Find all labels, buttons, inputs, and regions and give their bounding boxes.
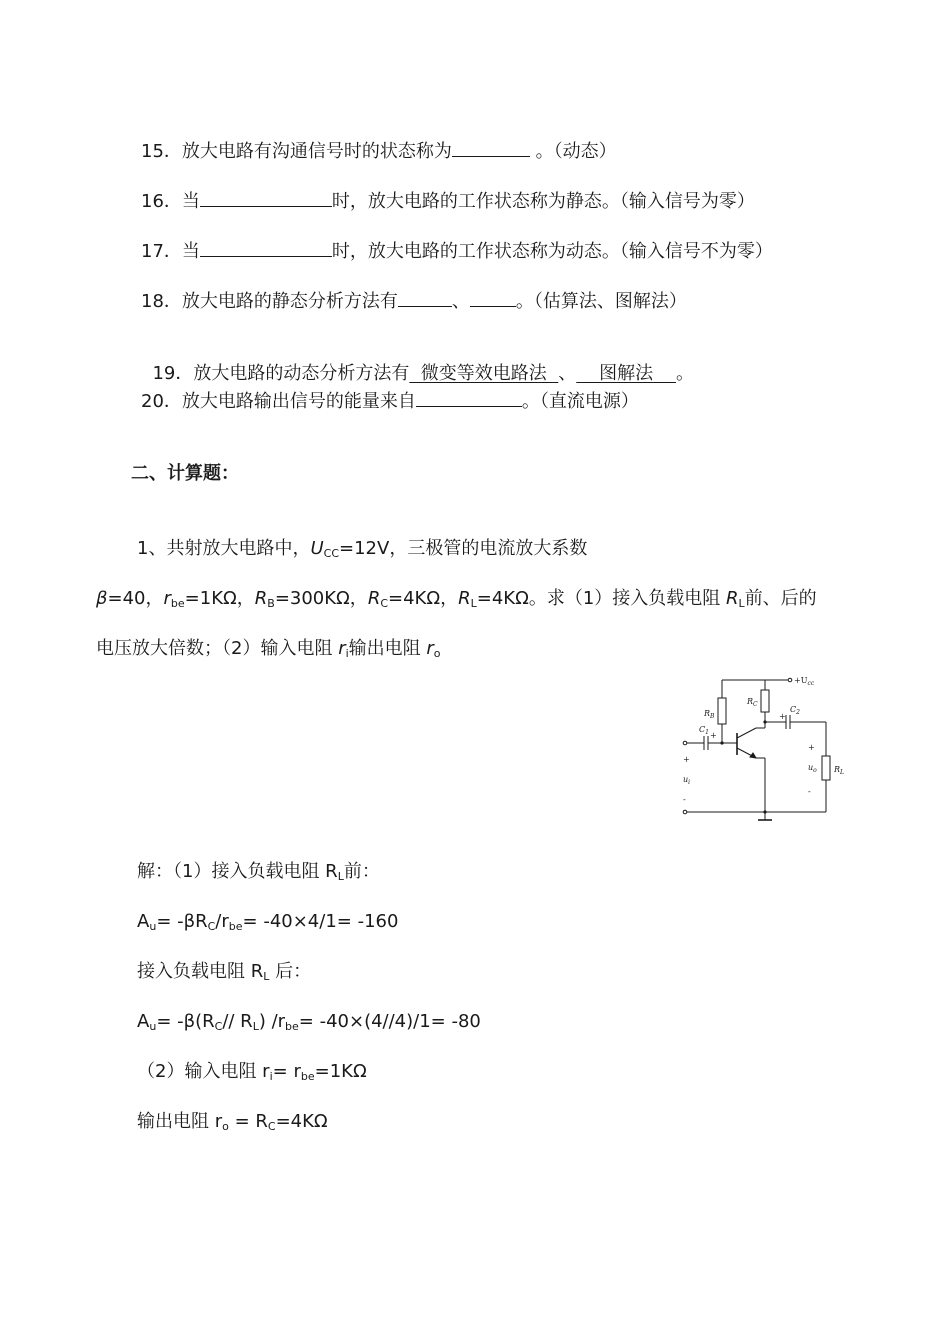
- solution-line-5: （2）输入电阻 $r_i= r_{be}=1K\Omega$: [137, 1061, 367, 1083]
- svg-text:-: -: [808, 787, 811, 796]
- svg-text:RL: $R_L$: [834, 765, 845, 776]
- svg-text:RB: $R_B$: [704, 709, 715, 720]
- problem-line-1: 1、共射放大电路中，$U_{CC}=12V$，三极管的电流放大系数: [137, 538, 588, 560]
- common-emitter-circuit-diagram: [678, 670, 858, 830]
- problem-line-3: 电压放大倍数；（2）输入电阻 $r_i$输出电阻 $r_o$: [96, 638, 441, 660]
- question-18: 18．放大电路的静态分析方法有 、 。（估算法、图解法）: [141, 288, 687, 314]
- solution-line-3: 接入负载电阻 $R_L$ 后：: [137, 961, 312, 983]
- question-17: 17．当 时，放大电路的工作状态称为动态。（输入信号不为零）: [141, 238, 773, 264]
- answer-blank[interactable]: [470, 288, 516, 307]
- question-19: 19．放大电路的动态分析方法有 微变等效电路法 、 图解法 。: [152, 363, 695, 384]
- svg-text:ui: $u_i$: [683, 775, 691, 786]
- solution-line-2: $A_u= -\beta R_C/r_{be}= -40\times 4/1= -160$: [137, 911, 399, 933]
- question-16: 16．当 时，放大电路的工作状态称为静态。（输入信号为零）: [141, 188, 755, 214]
- svg-text:-: -: [683, 795, 686, 804]
- svg-text:uo: $u_o$: [808, 763, 817, 774]
- svg-text:+: +: [683, 755, 690, 764]
- answer-blank[interactable]: [200, 188, 332, 207]
- svg-text:+Ucc: $+U_{cc}$: [794, 676, 815, 687]
- solution-line-1: 解：（1）接入负载电阻 $R_L$前：: [137, 861, 380, 883]
- svg-text:+: +: [808, 743, 815, 752]
- answer-text: 图解法: [576, 363, 677, 384]
- answer-blank[interactable]: [416, 388, 522, 407]
- svg-text:C1: $C_1$: [699, 725, 709, 736]
- svg-text:RC: $R_C$: [747, 697, 758, 708]
- svg-text:C2: $C_2$: [790, 705, 800, 716]
- solution-line-6: 输出电阻 $r_o = R_C=4K\Omega$: [137, 1111, 328, 1133]
- answer-blank[interactable]: [398, 288, 452, 307]
- problem-line-2: β=40，$r_{be}=1K\Omega$，$R_B=300K\Omega$，$R_C=4K\Omega$，$R_L=4K\Omega$。求（1）接入负载电阻 $R_L$前、后的: [96, 588, 817, 610]
- question-15: 15．放大电路有沟通信号时的状态称为 。（动态）: [141, 138, 617, 164]
- question-20: 20．放大电路输出信号的能量来自 。（直流电源）: [141, 388, 639, 414]
- answer-blank[interactable]: [200, 238, 332, 257]
- section-heading: 二、计算题：: [131, 463, 239, 484]
- solution-line-4: $A_u= -\beta(R_C//$ $R_L$) $/r_{be}= -40\times(4//4)/1= -80$: [137, 1011, 481, 1033]
- svg-text:+: +: [779, 712, 786, 721]
- answer-blank[interactable]: [452, 138, 530, 157]
- svg-text:+: +: [710, 731, 717, 740]
- answer-text: 微变等效电路法: [409, 363, 559, 384]
